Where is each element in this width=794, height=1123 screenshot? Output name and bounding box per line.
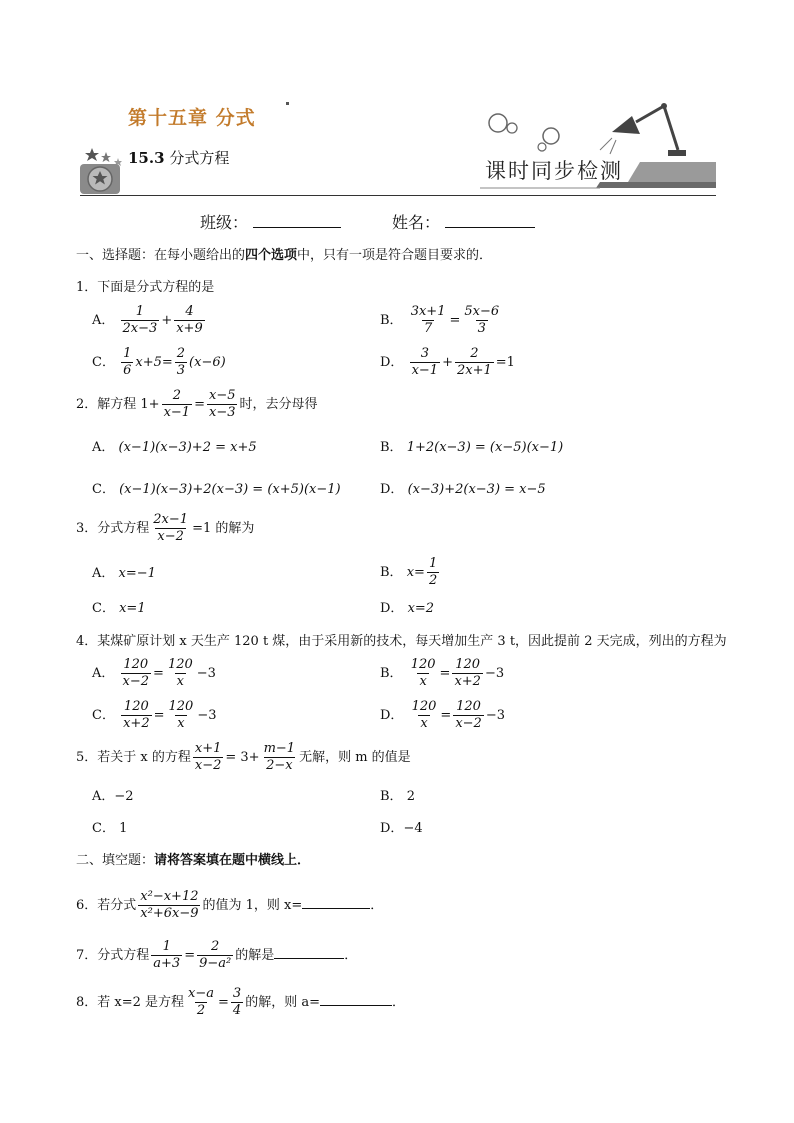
part2-heading: 二、填空题：请将答案填在题中横线上． (76, 853, 311, 868)
fraction: $\frac{x+1}{x-2}$ (194, 741, 222, 773)
name-blank[interactable] (445, 227, 535, 228)
q2-option-c[interactable]: C． (x−1)(x−3)+2(x−3) = (x+5)(x−1) (92, 482, 341, 497)
q2-option-d[interactable]: D． (x−3)+2(x−3) = x−5 (380, 482, 546, 497)
section-name: 分式方程 (169, 149, 230, 167)
fraction: $\frac{120}{x+2}$ (454, 657, 481, 689)
question-4-stem: 4．某煤矿原计划 x 天生产 120 t 煤，由于采用新的技术，每天增加生产 3 t，因此提前 2 天完成，列出的方程为 (76, 634, 727, 649)
option-letter: D． (380, 355, 404, 370)
fraction: $\frac{120}{x}$ (168, 699, 194, 731)
option-letter: C． (92, 355, 115, 370)
chapter-title: 第十五章 分式 (128, 107, 256, 129)
q4-option-b[interactable]: B． $\frac{120}{x}$ = $\frac{120}{x+2}$ −3 (380, 657, 505, 689)
fraction: $\frac{3}{4}$ (232, 986, 242, 1018)
fraction: $\frac{2}{3}$ (176, 346, 186, 378)
name-label: 姓名： (392, 213, 441, 232)
lamp-icon (600, 103, 686, 156)
section-number: 15.3 (128, 149, 165, 167)
option-letter: B． (380, 313, 403, 328)
q5-option-d[interactable]: D．−4 (380, 821, 423, 836)
q3-option-b[interactable]: B． x= $\frac{1}{2}$ (380, 556, 438, 588)
option-letter: A． (92, 313, 115, 328)
question-1-stem: 1．下面是分式方程的是 (76, 280, 215, 295)
q3-option-a[interactable]: A． x=−1 (92, 566, 156, 581)
fraction: $\frac{2}{x-1}$ (163, 388, 191, 420)
fraction: $\frac{120}{x}$ (410, 657, 436, 689)
heading-bold: 四个选项 (245, 248, 298, 263)
fraction: $\frac{3x+1}{7}$ (410, 304, 446, 336)
fraction: $\frac{120}{x+2}$ (123, 699, 150, 731)
fraction: $\frac{120}{x}$ (167, 657, 193, 689)
question-7: 7．分式方程 $\frac{1}{a+3}$ = $\frac{2}{\text{9−a²}}$ 的解是 ． (76, 939, 358, 971)
header-divider (80, 195, 716, 196)
answer-blank[interactable] (302, 908, 370, 909)
medal-icon (80, 164, 120, 194)
name-field[interactable] (392, 210, 535, 233)
class-blank[interactable] (253, 227, 341, 228)
fraction: $\frac{4}{x+9}$ (176, 304, 203, 336)
fraction: $\frac{1}{2}$ (428, 556, 438, 588)
bubbles-icon (489, 114, 559, 151)
class-label: 班级： (200, 213, 249, 232)
q5-option-c[interactable]: C． 1 (92, 821, 128, 836)
header-decoration (0, 80, 794, 200)
fraction: $\frac{120}{x}$ (411, 699, 437, 731)
star-icon (101, 152, 111, 162)
class-field[interactable] (200, 210, 341, 233)
fraction: $\frac{1}{a+3}$ (153, 939, 181, 971)
heading-text: 一、选择题：在每小题给出的 (76, 248, 246, 263)
fraction: $\frac{3}{x-1}$ (411, 346, 439, 378)
answer-blank[interactable] (274, 958, 344, 959)
part1-heading (76, 247, 492, 265)
fraction: $\frac{5x-6}{3}$ (464, 304, 500, 336)
question-2-stem: 2．解方程 1+ $\frac{2}{x-1}$ = $\frac{x-5}{x-3}$ 时，去分母得 (76, 388, 318, 420)
fraction: $\frac{2}{2x+1}$ (456, 346, 492, 378)
dot-mark (286, 102, 289, 105)
brand-title: 课时同步检测 (485, 159, 623, 183)
fraction: $\frac{x-5}{x-3}$ (208, 388, 236, 420)
q4-option-c[interactable]: C． $\frac{120}{x+2}$ = $\frac{120}{x}$ −3 (92, 699, 217, 731)
q3-option-c[interactable]: C． x=1 (92, 601, 146, 616)
fraction: $\frac{2x-1}{x-2}$ (153, 512, 189, 544)
question-3-stem: 3．分式方程 $\frac{2x-1}{x-2}$ =1 的解为 (76, 512, 255, 544)
q3-option-d[interactable]: D． x=2 (380, 601, 435, 616)
q1-option-c[interactable]: C． $\frac{1}{6}$ x+5= $\frac{2}{3}$ (x−6) (92, 346, 226, 378)
question-6: 6．若分式 $\frac{\text{x²−x+12}}{\text{x²+6x−9}}$ 的值为 1，则 x= ． (76, 889, 384, 921)
fraction: $\frac{1}{2x-3}$ (122, 304, 158, 336)
fraction: $\frac{120}{x-2}$ (122, 657, 150, 689)
q4-option-a[interactable]: A． $\frac{120}{x-2}$ = $\frac{120}{x}$ −3 (92, 657, 216, 689)
q2-option-a[interactable]: A． (x−1)(x−3)+2 = x+5 (92, 440, 257, 455)
q1-option-d[interactable]: D． $\frac{3}{x-1}$ + $\frac{2}{2x+1}$ =1 (380, 346, 515, 378)
q5-option-a[interactable]: A．−2 (92, 789, 134, 804)
fraction: $\frac{1}{6}$ (123, 346, 132, 378)
q4-option-d[interactable]: D． $\frac{120}{x}$ = $\frac{120}{x-2}$ −3 (380, 699, 505, 731)
fraction: $\frac{120}{x-2}$ (455, 699, 482, 731)
q2-option-b[interactable]: B． 1+2(x−3) = (x−5)(x−1) (380, 440, 564, 455)
section-title (128, 147, 229, 168)
fraction: $\frac{m-1}{2-x}$ (263, 741, 296, 773)
heading-text: 中，只有一项是符合题目要求的． (297, 248, 493, 263)
q1-option-b[interactable]: B． $\frac{3x+1}{7}$ = $\frac{5x-6}{3}$ (380, 304, 500, 336)
answer-blank[interactable] (320, 1005, 392, 1006)
fraction: $\frac{x-a}{2}$ (188, 986, 215, 1018)
q1-option-a[interactable]: A． $\frac{1}{2x-3}$ + $\frac{4}{x+9}$ (92, 304, 203, 336)
question-8: 8．若 x=2 是方程 $\frac{x-a}{2}$ = $\frac{3}{4}$ 的解，则 a= ． (76, 986, 405, 1018)
fraction: $\frac{\text{x²−x+12}}{\text{x²+6x−9}}$ (140, 889, 199, 921)
fraction: $\frac{2}{\text{9−a²}}$ (199, 939, 232, 971)
star-icon (85, 148, 99, 161)
q5-option-b[interactable]: B． 2 (380, 789, 415, 804)
question-5-stem: 5．若关于 x 的方程 $\frac{x+1}{x-2}$ = 3+ $\frac{m-1}{2-x}$ 无解，则 m 的值是 (76, 741, 411, 773)
